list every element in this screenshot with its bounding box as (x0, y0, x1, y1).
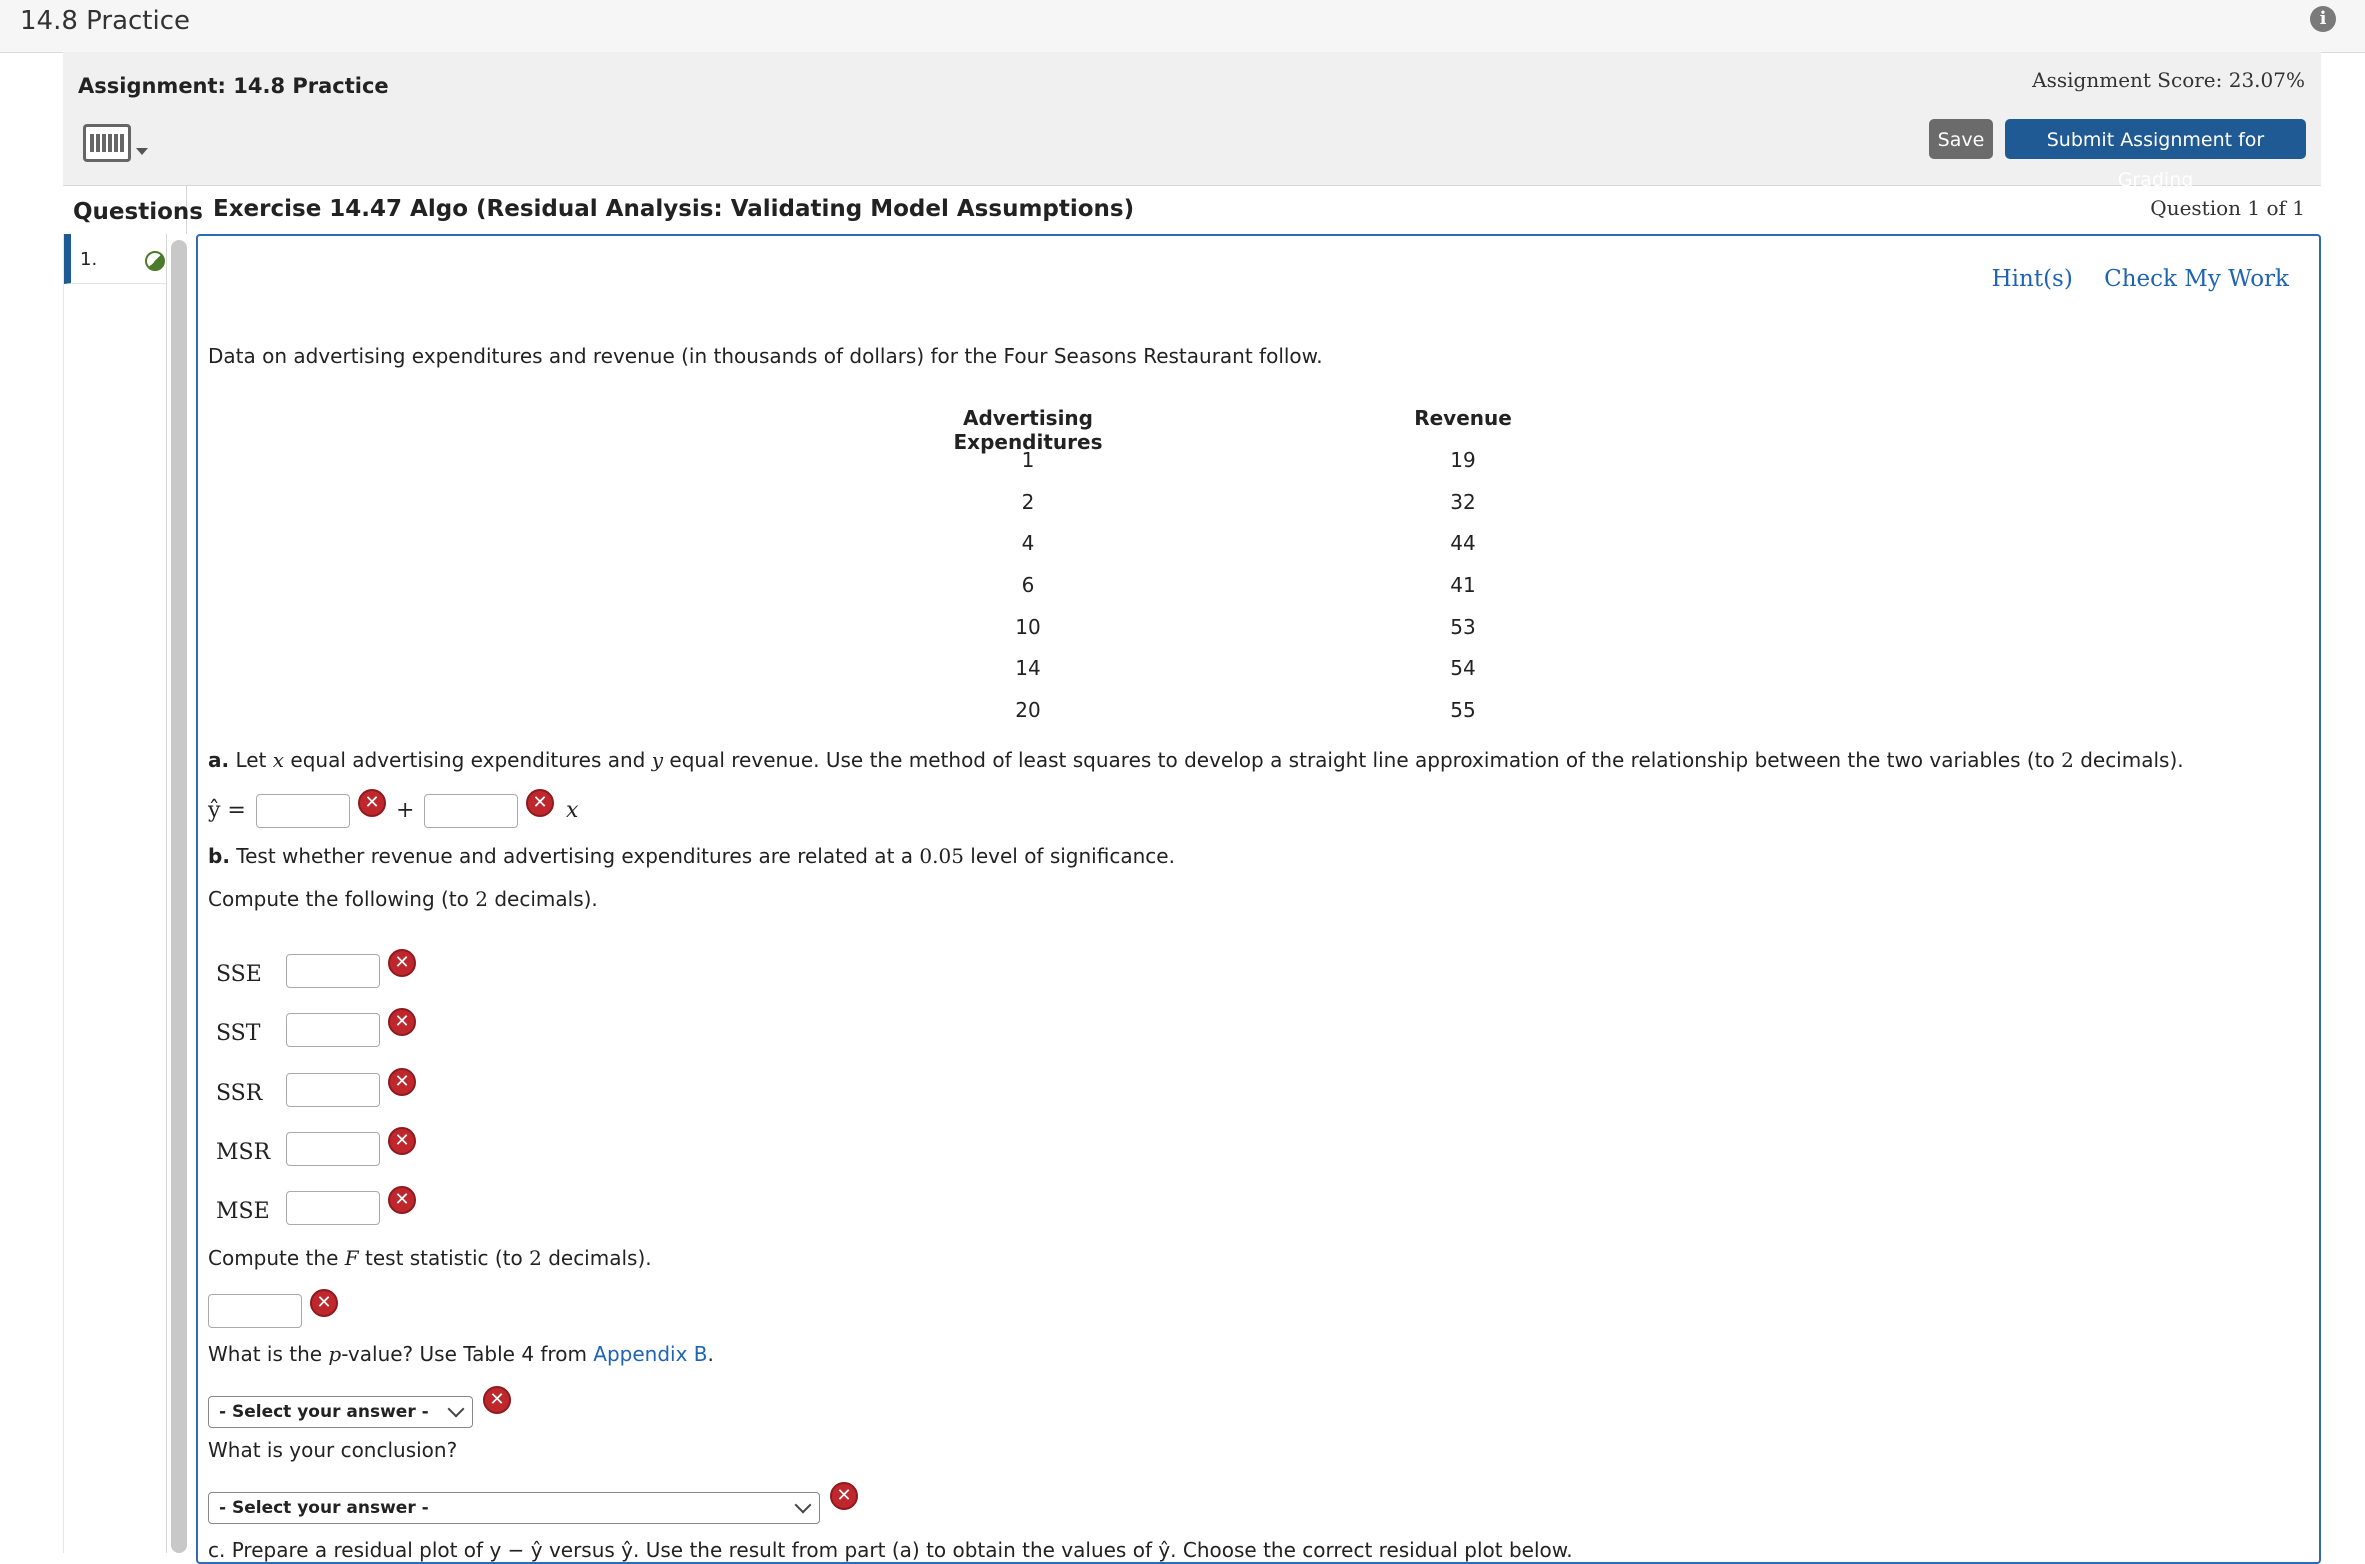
part-c-text: c. Prepare a residual plot of y − ŷ versus ŷ. Use the result from part (a) to obtain the values of ŷ. Choose the correct residual plot below. (208, 1538, 1573, 1562)
table-header-advertising: Advertising Expenditures (953, 406, 1103, 454)
chevron-down-icon[interactable] (136, 148, 148, 155)
x-circle-icon: ✕ (388, 949, 416, 977)
msr-input[interactable] (286, 1132, 380, 1166)
intro-text: Data on advertising expenditures and revenue (in thousands of dollars) for the Four Seasons Restaurant follow. (208, 344, 1323, 368)
table-cell: 19 (1450, 448, 1476, 472)
x-circle-icon: ✕ (526, 789, 554, 817)
question-panel (196, 234, 2321, 1564)
partial-progress-icon (145, 251, 165, 271)
compute-instruction: Compute the following (to 2 decimals). (208, 887, 598, 911)
save-button[interactable]: Save (1929, 119, 1993, 159)
submit-assignment-button[interactable]: Submit Assignment for Grading (2005, 119, 2306, 159)
questions-sidebar (63, 234, 167, 1553)
table-header-revenue: Revenue (1414, 406, 1512, 430)
ssr-input[interactable] (286, 1073, 380, 1107)
mse-label: MSE (216, 1199, 270, 1224)
x-variable: x (566, 798, 579, 823)
table-cell: 20 (1015, 698, 1041, 722)
part-a-text: a. Let x equal advertising expenditures and y equal revenue. Use the method of least squares to develop a straight line approximation of the relationship between the two variables (to 2 decimals). (208, 748, 2184, 772)
ssr-label: SSR (216, 1081, 263, 1106)
x-circle-icon: ✕ (483, 1386, 511, 1414)
table-cell: 41 (1450, 573, 1476, 597)
table-cell: 55 (1450, 698, 1476, 722)
p-value-question: What is the p-value? Use Table 4 from Appendix B. (208, 1342, 714, 1366)
slope-input[interactable] (424, 794, 518, 828)
assignment-header (63, 52, 2321, 191)
question-counter: Question 1 of 1 (2150, 196, 2305, 220)
sidebar-item-question-1[interactable] (64, 234, 166, 284)
hints-link[interactable]: Hint(s) (1991, 266, 2073, 292)
x-circle-icon: ✕ (388, 1008, 416, 1036)
questions-heading: Questions (63, 186, 187, 234)
info-icon[interactable]: i (2310, 6, 2336, 32)
conclusion-question: What is your conclusion? (208, 1438, 458, 1462)
plus-sign: + (396, 798, 415, 823)
table-cell: 54 (1450, 656, 1476, 680)
table-cell: 14 (1015, 656, 1041, 680)
chevron-down-icon (795, 1497, 812, 1514)
sst-label: SST (216, 1021, 261, 1046)
keyboard-icon[interactable] (83, 124, 131, 162)
assignment-title: Assignment: 14.8 Practice (78, 74, 389, 98)
panel-links (1968, 266, 2289, 292)
intercept-input[interactable] (256, 794, 350, 828)
x-circle-icon: ✕ (388, 1068, 416, 1096)
chevron-down-icon (448, 1401, 465, 1418)
check-my-work-link[interactable]: Check My Work (2104, 266, 2289, 292)
conclusion-select[interactable]: - Select your answer - (208, 1492, 820, 1524)
sidebar-scrollbar[interactable] (171, 240, 187, 1553)
x-circle-icon: ✕ (830, 1482, 858, 1510)
appendix-b-link[interactable]: Appendix B (593, 1342, 708, 1366)
top-bar (0, 0, 2365, 53)
x-circle-icon: ✕ (358, 789, 386, 817)
page-tab-title: 14.8 Practice (20, 6, 191, 36)
table-cell: 2 (1021, 490, 1035, 514)
question-number: 1. (80, 249, 98, 270)
table-cell: 4 (1021, 531, 1035, 555)
sse-label: SSE (216, 962, 262, 987)
p-value-select[interactable]: - Select your answer - (208, 1396, 473, 1428)
table-cell: 1 (1021, 448, 1035, 472)
table-cell: 6 (1021, 573, 1035, 597)
msr-label: MSR (216, 1140, 271, 1165)
x-circle-icon: ✕ (388, 1186, 416, 1214)
exercise-title: Exercise 14.47 Algo (Residual Analysis: Validating Model Assumptions) (213, 196, 1135, 222)
mse-input[interactable] (286, 1191, 380, 1225)
sst-input[interactable] (286, 1013, 380, 1047)
x-circle-icon: ✕ (310, 1289, 338, 1317)
assignment-score: Assignment Score: 23.07% (2032, 68, 2305, 92)
table-cell: 10 (1015, 615, 1041, 639)
part-b-text: b. Test whether revenue and advertising expenditures are related at a 0.05 level of significance. (208, 844, 1175, 868)
sse-input[interactable] (286, 954, 380, 988)
table-cell: 32 (1450, 490, 1476, 514)
f-stat-instruction: Compute the F test statistic (to 2 decimals). (208, 1246, 652, 1270)
f-stat-input[interactable] (208, 1294, 302, 1328)
x-circle-icon: ✕ (388, 1127, 416, 1155)
table-cell: 44 (1450, 531, 1476, 555)
yhat-label: ŷ = (208, 798, 246, 823)
table-cell: 53 (1450, 615, 1476, 639)
